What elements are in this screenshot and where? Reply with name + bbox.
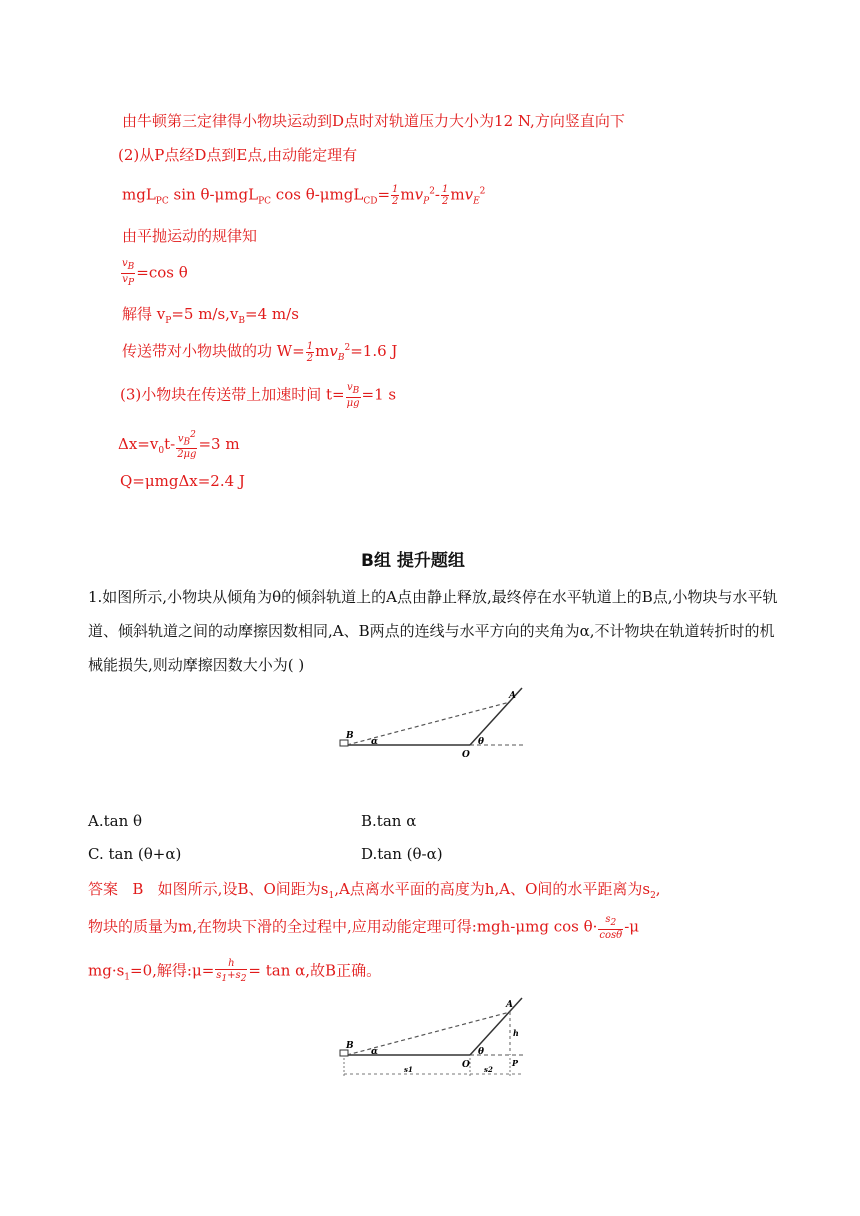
label-O: O bbox=[462, 750, 470, 760]
option-a[interactable]: A.tan θ bbox=[88, 812, 143, 830]
answer-line-3: $mg\cdot s_1=0$,解得:μ= $\frac{h}{s_1+s_2}$ = tan α,故B正确。 bbox=[88, 958, 382, 984]
solution-line-5: $\frac{v_B}{v_P}$ =cos θ bbox=[122, 258, 188, 288]
solution-line-3: mgL$_{PC}$ sin θ-μmgL$_{PC}$ cos θ-μmgL$_{CD}$= $\frac{1}{2}$ $mv_P^2-$ $\frac{1}{2}$ $mv_E^2$ bbox=[122, 184, 486, 207]
solution-line-9: $\Delta x=v_0t-$ $\frac{v_B^2}{2\mu g}$ =3 m bbox=[118, 430, 240, 461]
label-A: A bbox=[506, 1000, 513, 1010]
solution-line-2: (2)从P点经D点到E点,由动能定理有 bbox=[118, 146, 358, 164]
answer-line-2: 物块的质量为m,在物块下滑的全过程中,应用动能定理可得:mgh-μmg cos θ· $\frac{s_2}{\cos\theta}$ -μ bbox=[88, 914, 640, 941]
label-h: h bbox=[513, 1028, 519, 1038]
label-theta: θ bbox=[478, 1047, 485, 1057]
option-d[interactable]: D.tan (θ-α) bbox=[361, 845, 443, 863]
option-c[interactable]: C. tan (θ+α) bbox=[88, 845, 182, 863]
label-B: B bbox=[346, 731, 354, 741]
label-A: A bbox=[509, 691, 516, 701]
label-s2: s2 bbox=[484, 1065, 493, 1074]
option-b[interactable]: B.tan α bbox=[361, 812, 417, 830]
answer-line-1: 答案 B 如图所示,设B、O间距为$s_1,A$点离水平面的高度为h,A、O间的水平距离为$s_2$, bbox=[88, 880, 661, 901]
label-P: P bbox=[512, 1058, 519, 1068]
label-alpha: α bbox=[371, 737, 378, 747]
solution-line-1: 由牛顿第三定律得小物块运动到D点时对轨道压力大小为12 N,方向竖直向下 bbox=[122, 112, 625, 130]
label-theta: θ bbox=[478, 737, 485, 747]
label-O: O bbox=[462, 1060, 470, 1070]
solution-line-10: Q=μmgΔx=2.4 J bbox=[120, 472, 245, 490]
solution-line-7: 传送带对小物块做的功 W= $\frac{1}{2}$ $mv_B^2=1.6$ J bbox=[122, 340, 398, 364]
label-B: B bbox=[346, 1041, 354, 1051]
figure-incline-2 bbox=[334, 996, 534, 1081]
solution-line-4: 由平抛运动的规律知 bbox=[122, 227, 258, 245]
label-alpha: α bbox=[371, 1047, 378, 1057]
question-text: 1.如图所示,小物块从倾角为θ的倾斜轨道上的A点由静止释放,最终停在水平轨道上的B点,小物块与水平轨道、倾斜轨道之间的动摩擦因数相同,A、B两点的连线与水平方向的夹角为α,不计物块在轨道转折时的机械能损失,则动摩擦因数大小为( ) bbox=[88, 588, 778, 674]
label-s1: s1 bbox=[404, 1065, 413, 1074]
solution-line-8: (3)小物块在传送带上加速时间 t= $\frac{v_B}{\mu g}$ =1 s bbox=[120, 382, 397, 409]
solution-line-6: 解得 $v_P=5$ $m/s,v_B=4$ m/s bbox=[122, 305, 299, 326]
section-title: B组 提升题组 bbox=[361, 551, 465, 571]
figure-incline-1 bbox=[334, 686, 534, 766]
